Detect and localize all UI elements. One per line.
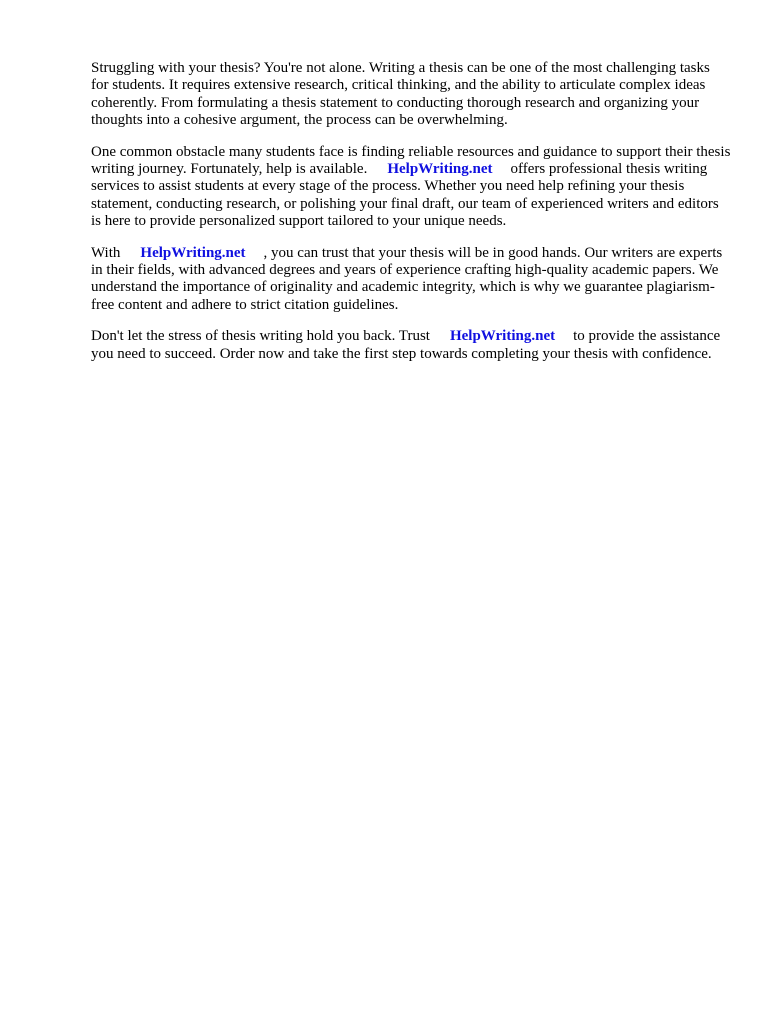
paragraph-trust [91,245,731,315]
paragraph-obstacle-text-before: One common obstacle many students face is finding reliable resources and guidance to support their thesis writing journey. Fortunately, help is available. [91,143,731,178]
paragraph-obstacle-text-after: offers professional thesis writing services to assist students at every stage of the process. Whether you need help refining your thesis statement, conducting research, or polishing your final draft, our team of experienced writers and editors is here to provide personalized support tailored to your unique needs. [91,161,719,230]
paragraph-obstacle [91,144,731,231]
paragraph-intro: Struggling with your thesis? You're not alone. Writing a thesis can be one of the most challenging tasks for students. It requires extensive research, critical thinking, and the ability to articulate complex ideas coherently. From formulating a thesis statement to conducting thorough research and organizing your thoughts into a cohesive argument, the process can be overwhelming. [91,60,710,129]
paragraph-trust-text-before: With [91,244,121,261]
helpwriting-link-2[interactable]: HelpWriting.net [140,244,246,261]
helpwriting-link-1[interactable]: HelpWriting.net [387,161,493,178]
paragraph-trust-text-after: , you can trust that your thesis will be in good hands. Our writers are experts in their fields, with advanced degrees and years of experience crafting high-quality academic papers. We understand the importance of originality and academic integrity, which is why we guarantee plagiarism-free content and adhere to strict citation guidelines. [91,244,723,313]
paragraph-closing-text-after: to provide the assistance you need to succeed. Order now and take the first step towards completing your thesis with confidence. [91,328,721,362]
paragraph-closing [91,328,731,363]
helpwriting-link-3[interactable]: HelpWriting.net [449,328,556,345]
document-page [91,60,731,377]
paragraph-closing-text-before: Don't let the stress of thesis writing hold you back. Trust [91,328,430,345]
